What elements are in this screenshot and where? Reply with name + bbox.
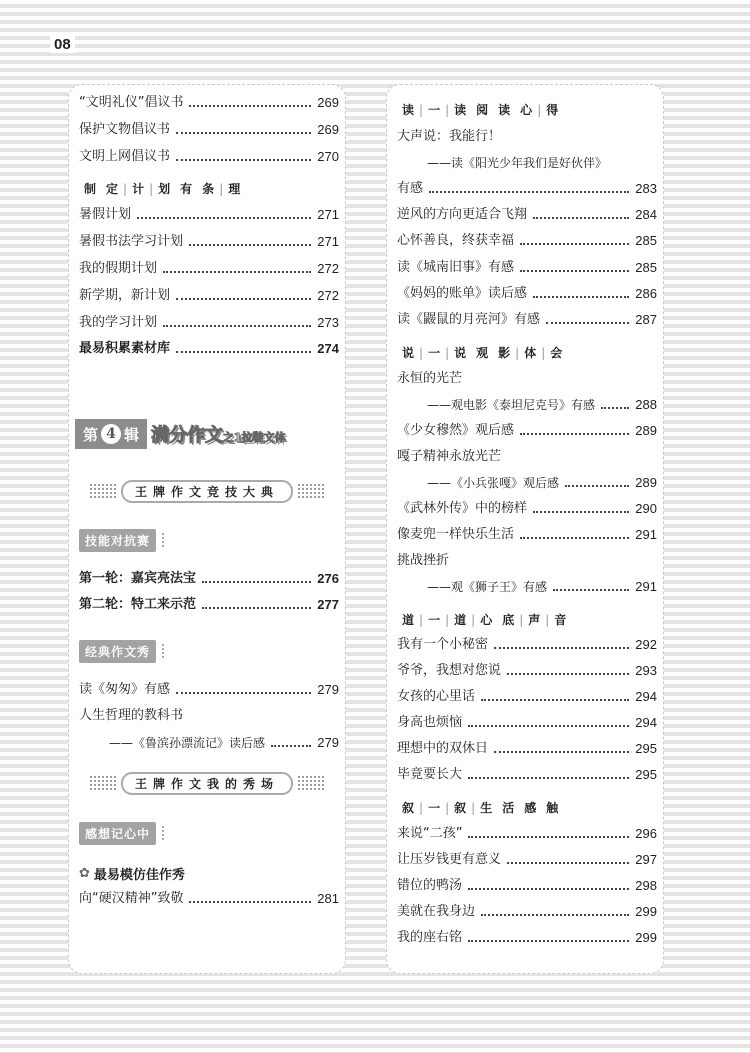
leader-dots <box>520 270 629 272</box>
leader-dots <box>494 751 629 753</box>
toc-entry-page: 291 <box>635 579 657 594</box>
leader-dots <box>507 862 629 864</box>
toc-entry-title: ——《鲁滨孙漂流记》读后感 <box>109 736 266 750</box>
toc-entry[interactable] <box>397 767 657 783</box>
leader-dots <box>137 217 311 219</box>
toc-entry-title: 新学期，新计划 <box>79 288 171 303</box>
leader-dots <box>176 132 311 134</box>
toc-left-column <box>68 84 346 974</box>
toc-entry-title[interactable]: 大声说：我能行！ <box>397 129 502 144</box>
dot-pattern-icon <box>297 483 325 499</box>
toc-entry[interactable] <box>397 741 657 757</box>
toc-entry[interactable] <box>397 423 657 439</box>
leader-dots <box>481 699 629 701</box>
toc-entry[interactable] <box>397 930 657 946</box>
toc-entry-title: 身高也烦恼 <box>397 715 463 730</box>
toc-entry-page: 272 <box>317 288 339 303</box>
toc-entry-page: 285 <box>635 233 657 248</box>
part-title: 满分作文之1拉鞋文体 <box>151 425 286 446</box>
toc-entry-title: 女孩的心里话 <box>397 689 476 704</box>
leader-dots <box>176 159 311 161</box>
toc-entry[interactable] <box>79 341 339 357</box>
section-heading: 叙 | 一 | 叙 | 生 活 感 触 <box>402 800 559 815</box>
toc-entry[interactable] <box>79 234 339 250</box>
toc-entry-page: 288 <box>635 397 657 412</box>
toc-entry-title: “文明礼仪”倡议书 <box>79 95 184 110</box>
toc-entry[interactable] <box>79 571 339 587</box>
toc-entry-title: 我的学习计划 <box>79 315 158 330</box>
toc-entry-page: 276 <box>317 571 339 586</box>
toc-entry-page: 296 <box>635 826 657 841</box>
leader-dots <box>533 511 629 513</box>
toc-entry-title: 我的假期计划 <box>79 261 158 276</box>
toc-entry-page: 293 <box>635 663 657 678</box>
chapter-banner <box>79 480 335 502</box>
leader-dots <box>520 243 629 245</box>
toc-entry-title: 逆风的方向更适合飞翔 <box>397 207 528 222</box>
toc-entry-title: 文明上网倡议书 <box>79 149 171 164</box>
leader-dots <box>163 325 311 327</box>
toc-entry-title: ——观《狮子王》有感 <box>427 580 548 594</box>
featured-heading: ✿ 最易模仿佳作秀 <box>79 866 185 883</box>
toc-entry-title: ——《小兵张嘎》观后感 <box>427 476 560 490</box>
toc-entry-title: 我有一个小秘密 <box>397 637 489 652</box>
toc-entry-page: 295 <box>635 741 657 756</box>
toc-entry[interactable] <box>397 181 657 197</box>
toc-entry-page: 270 <box>317 149 339 164</box>
toc-entry-title[interactable]: 永恒的光芒 <box>397 371 463 386</box>
part-label: 第 4 辑 <box>75 419 147 449</box>
leader-dots <box>176 692 311 694</box>
toc-entry[interactable] <box>397 527 657 543</box>
leader-dots <box>163 271 311 273</box>
toc-entry-title[interactable]: 人生哲理的教科书 <box>79 708 184 723</box>
toc-entry-title: 读《匆匆》有感 <box>79 682 171 697</box>
toc-entry-title: 第二轮：特工来示范 <box>79 597 197 612</box>
toc-entry[interactable] <box>397 233 657 249</box>
leader-dots <box>189 901 311 903</box>
toc-entry[interactable] <box>79 122 339 138</box>
toc-entry[interactable] <box>79 95 339 111</box>
toc-entry[interactable] <box>397 689 657 705</box>
leader-dots <box>520 537 629 539</box>
part-ribbon <box>75 419 345 449</box>
toc-entry[interactable] <box>397 904 657 920</box>
leader-dots <box>601 407 629 409</box>
leader-dots <box>507 673 629 675</box>
toc-entry-page: 294 <box>635 689 657 704</box>
toc-entry-title: 有感 <box>397 181 424 196</box>
toc-entry[interactable] <box>397 852 657 868</box>
toc-entry-title: 保护文物倡议书 <box>79 122 171 137</box>
leader-dots <box>429 191 629 193</box>
toc-entry-page: 289 <box>635 423 657 438</box>
leader-dots <box>533 217 629 219</box>
toc-entry-title: ——观电影《泰坦尼克号》有感 <box>427 398 596 412</box>
toc-entry-page: 277 <box>317 597 339 612</box>
toc-entry-title: 《武林外传》中的榜样 <box>397 501 528 516</box>
subsection-tag: 经典作文秀 <box>79 640 156 663</box>
toc-entry-page: 290 <box>635 501 657 516</box>
toc-entry-page: 295 <box>635 767 657 782</box>
toc-entry[interactable] <box>397 260 657 276</box>
toc-entry-page: 269 <box>317 122 339 137</box>
leader-dots <box>468 940 629 942</box>
leader-dots <box>189 244 311 246</box>
toc-entry-page: 281 <box>317 891 339 906</box>
section-heading: 道 | 一 | 道 | 心 底 | 声 | 音 <box>402 612 567 627</box>
toc-entry-title: 爷爷，我想对您说 <box>397 663 502 678</box>
toc-entry[interactable] <box>79 261 339 277</box>
leader-dots <box>520 433 629 435</box>
toc-entry-page: 279 <box>317 735 339 750</box>
toc-entry-page: 272 <box>317 261 339 276</box>
toc-entry-page: 289 <box>635 475 657 490</box>
toc-entry[interactable] <box>397 286 657 302</box>
leader-dots <box>468 725 629 727</box>
toc-entry[interactable] <box>79 597 339 613</box>
leader-dots <box>468 836 629 838</box>
toc-entry-title: 来说“二孩” <box>397 826 463 841</box>
toc-entry-title: 心怀善良，终获幸福 <box>397 233 515 248</box>
section-heading: 制 定 | 计 | 划 有 条 | 理 <box>84 181 241 196</box>
toc-entry-page: 294 <box>635 715 657 730</box>
toc-entry-page: 274 <box>317 341 339 356</box>
toc-entry-page: 299 <box>635 904 657 919</box>
toc-entry-title: 让压岁钱更有意义 <box>397 852 502 867</box>
toc-entry[interactable] <box>397 207 657 223</box>
toc-entry[interactable] <box>397 878 657 894</box>
toc-entry-page: 285 <box>635 260 657 275</box>
section-heading: 说 | 一 | 说 观 影 | 体 | 会 <box>402 345 563 360</box>
toc-entry[interactable] <box>427 475 657 491</box>
toc-entry-title[interactable]: 挑战挫折 <box>397 553 450 568</box>
toc-entry-page: 271 <box>317 234 339 249</box>
chapter-banner-label: 王牌作文竞技大典 <box>121 480 293 503</box>
leader-dots <box>481 914 629 916</box>
leader-dots <box>202 607 311 609</box>
toc-entry-page: 284 <box>635 207 657 222</box>
toc-entry-title: 读《鼹鼠的月亮河》有感 <box>397 312 541 327</box>
leader-dots <box>271 745 311 747</box>
toc-entry-title: 《妈妈的账单》读后感 <box>397 286 528 301</box>
toc-entry-title[interactable]: 嘎子精神永放光芒 <box>397 449 502 464</box>
toc-entry[interactable] <box>397 715 657 731</box>
chapter-banner <box>79 772 335 794</box>
leader-dots <box>176 351 311 353</box>
toc-entry-page: 299 <box>635 930 657 945</box>
toc-entry[interactable] <box>79 207 339 223</box>
dot-pattern-icon <box>89 483 117 499</box>
toc-entry[interactable] <box>427 579 657 595</box>
toc-entry-page: 279 <box>317 682 339 697</box>
toc-entry-title: 理想中的双休日 <box>397 741 489 756</box>
leader-dots <box>533 296 629 298</box>
part-number-badge: 4 <box>101 424 121 444</box>
toc-entry[interactable] <box>109 735 339 751</box>
toc-entry-title: 像麦兜一样快乐生活 <box>397 527 515 542</box>
toc-entry[interactable] <box>79 682 339 698</box>
toc-entry-page: 297 <box>635 852 657 867</box>
dot-pattern-icon <box>89 775 117 791</box>
toc-entry-page: 269 <box>317 95 339 110</box>
subsection-tag: 技能对抗赛 <box>79 529 156 552</box>
toc-right-column <box>386 84 664 974</box>
toc-entry-subtitle[interactable]: ——读《阳光少年我们是好伙伴》 <box>427 156 608 170</box>
toc-entry-page: 286 <box>635 286 657 301</box>
leader-dots <box>189 105 311 107</box>
toc-entry-title: 最易积累素材库 <box>79 341 171 356</box>
leader-dots <box>176 298 311 300</box>
toc-entry-title: 暑假书法学习计划 <box>79 234 184 249</box>
chapter-banner-label: 王牌作文我的秀场 <box>121 772 293 795</box>
toc-entry[interactable] <box>397 312 657 328</box>
toc-entry-page: 273 <box>317 315 339 330</box>
toc-entry-page: 298 <box>635 878 657 893</box>
toc-entry[interactable] <box>397 637 657 653</box>
toc-entry-title: 向“硬汉精神”致敬 <box>79 891 184 906</box>
dot-pattern-icon <box>297 775 325 791</box>
leader-dots <box>468 888 629 890</box>
leader-dots <box>494 647 629 649</box>
toc-entry[interactable] <box>427 397 657 413</box>
toc-entry-title: 错位的鸭汤 <box>397 878 463 893</box>
toc-entry[interactable] <box>79 288 339 304</box>
toc-entry-title: 我的座右铭 <box>397 930 463 945</box>
toc-entry-title: 美就在我身边 <box>397 904 476 919</box>
toc-entry-title: 暑假计划 <box>79 207 132 222</box>
toc-entry[interactable] <box>79 149 339 165</box>
page-number: 08 <box>50 36 75 53</box>
toc-entry-title: 《少女穆然》观后感 <box>397 423 515 438</box>
leader-dots <box>565 485 629 487</box>
toc-entry[interactable] <box>397 663 657 679</box>
toc-entry[interactable] <box>79 315 339 331</box>
leader-dots <box>546 322 629 324</box>
toc-entry-page: 283 <box>635 181 657 196</box>
toc-entry[interactable] <box>79 891 339 907</box>
leader-dots <box>468 777 629 779</box>
subsection-tag: 感想记心中 <box>79 822 156 845</box>
toc-entry-title: 第一轮：嘉宾亮法宝 <box>79 571 197 586</box>
toc-entry-title: 毕竟要长大 <box>397 767 463 782</box>
toc-entry[interactable] <box>397 501 657 517</box>
gear-icon: ✿ <box>79 866 90 881</box>
toc-entry-page: 292 <box>635 637 657 652</box>
leader-dots <box>202 581 311 583</box>
toc-entry-page: 271 <box>317 207 339 222</box>
toc-entry[interactable] <box>397 826 657 842</box>
leader-dots <box>553 589 629 591</box>
toc-entry-title: 读《城南旧事》有感 <box>397 260 515 275</box>
toc-entry-page: 291 <box>635 527 657 542</box>
toc-entry-page: 287 <box>635 312 657 327</box>
section-heading: 读 | 一 | 读 阅 读 心 | 得 <box>402 102 559 117</box>
